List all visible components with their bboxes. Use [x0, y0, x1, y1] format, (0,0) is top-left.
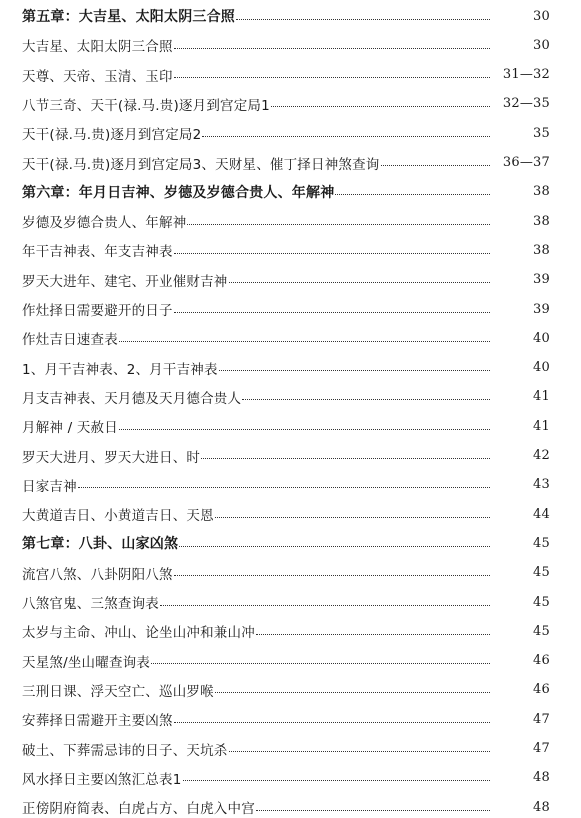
page-number: 38 — [533, 242, 550, 258]
toc-entry — [22, 474, 550, 496]
toc-entry — [22, 152, 550, 174]
dot-leader — [202, 136, 490, 137]
toc-entry — [22, 181, 550, 203]
dot-leader — [256, 634, 490, 635]
dot-leader — [242, 399, 490, 400]
dot-leader — [174, 312, 490, 313]
toc-entry — [22, 5, 550, 27]
toc-entry — [22, 562, 550, 584]
toc-entry — [22, 298, 550, 320]
dot-leader — [229, 751, 491, 752]
entry-title: 太岁与主命、冲山、论坐山冲和兼山冲 — [22, 625, 255, 642]
toc-entry — [22, 415, 550, 437]
page-number: 43 — [533, 477, 550, 493]
entry-title: 正傍阴府简表、白虎占方、白虎入中宫 — [22, 801, 255, 818]
entry-title: 破土、下葬需忌讳的日子、天坑杀 — [22, 742, 228, 759]
dot-leader — [174, 48, 490, 49]
entry-title: 年干吉神表、年支吉神表 — [22, 244, 173, 261]
page-number: 41 — [533, 418, 550, 434]
toc-entry — [22, 650, 550, 672]
page-number: 45 — [533, 594, 550, 610]
toc-entry — [22, 591, 550, 613]
dot-leader — [160, 605, 490, 606]
entry-title: 安葬择日需避开主要凶煞 — [22, 713, 173, 730]
dot-leader — [151, 663, 490, 664]
dot-leader — [215, 517, 490, 518]
page-number: 45 — [533, 623, 550, 639]
entry-title: 岁德及岁德合贵人、年解神 — [22, 215, 187, 232]
toc-entry — [22, 620, 550, 642]
dot-leader — [119, 341, 490, 342]
dot-leader — [201, 458, 490, 459]
page-number: 46 — [533, 653, 550, 669]
page-number: 44 — [533, 506, 550, 522]
entry-title: 罗天大进年、建宅、开业催财吉神 — [22, 273, 228, 290]
page-number: 32—35 — [502, 96, 550, 112]
toc-entry — [22, 122, 550, 144]
toc-entry — [22, 738, 550, 760]
entry-title: 流宫八煞、八卦阴阳八煞 — [22, 566, 173, 583]
toc-entry — [22, 93, 550, 115]
page-number: 47 — [533, 741, 550, 756]
toc-entry — [22, 532, 550, 554]
page-number: 36—37 — [502, 155, 550, 170]
entry-title: 大吉星、太阳太阴三合照 — [22, 39, 173, 56]
dot-leader — [183, 780, 491, 781]
dot-leader — [174, 253, 490, 254]
entry-title: 八煞官鬼、三煞查询表 — [22, 596, 159, 612]
page-number: 35 — [533, 125, 550, 141]
dot-leader — [119, 429, 490, 430]
toc-entry — [22, 445, 550, 467]
page-number: 45 — [533, 565, 550, 581]
entry-title: 罗天大进月、罗天大进日、时 — [22, 449, 201, 466]
entry-title: 作灶吉日速查表 — [22, 332, 118, 349]
dot-leader — [215, 692, 490, 693]
toc-entry — [22, 708, 550, 730]
entry-title: 天尊、天帝、玉清、玉印 — [22, 68, 173, 85]
toc-entry — [22, 327, 550, 349]
toc-entry — [22, 767, 550, 789]
page-number: 45 — [533, 535, 550, 551]
entry-title: 三刑日课、浮天空亡、巡山罗喉 — [22, 683, 214, 700]
page-number: 48 — [533, 799, 550, 815]
toc-entry — [22, 503, 550, 525]
toc-entry — [22, 679, 550, 701]
entry-title: 天干(禄.马.贵)逐月到宫定局3、天财星、催丁择日神煞查询 — [22, 156, 380, 173]
entry-title: 月支吉神表、天月德及天月德合贵人 — [22, 390, 242, 407]
toc-entry — [22, 357, 550, 379]
toc-entry — [22, 239, 550, 261]
dot-leader — [229, 282, 491, 283]
page-number: 30 — [533, 8, 550, 24]
entry-title: 日家吉神 — [22, 478, 77, 495]
entry-title: 风水择日主要凶煞汇总表1 — [22, 771, 182, 788]
page-number: 48 — [533, 770, 550, 786]
entry-title: 作灶择日需要避开的日子 — [22, 303, 173, 319]
page-number: 31—32 — [502, 67, 550, 83]
page-number: 39 — [533, 272, 550, 288]
entry-title: 1、月干吉神表、2、月干吉神表 — [22, 361, 218, 378]
toc-entry — [22, 210, 550, 232]
dot-leader — [256, 810, 490, 811]
page-number: 30 — [533, 37, 550, 53]
dot-leader — [335, 194, 490, 195]
toc-entry — [22, 386, 550, 408]
toc-entry — [22, 796, 550, 818]
entry-title: 八节三奇、天干(禄.马.贵)逐月到宫定局1 — [22, 97, 270, 114]
page-number: 47 — [533, 711, 550, 727]
dot-leader — [236, 19, 490, 20]
page-number: 39 — [533, 301, 550, 317]
entry-title: 第六章：年月日吉神、岁德及岁德合贵人、年解神 — [22, 184, 335, 201]
dot-leader — [174, 575, 490, 576]
page-number: 38 — [533, 213, 550, 229]
entry-title: 大黄道吉日、小黄道吉日、天恩 — [22, 508, 214, 525]
entry-title: 第七章：八卦、山家凶煞 — [22, 536, 179, 553]
entry-title: 第五章：大吉星、太阳太阴三合照 — [22, 9, 235, 25]
toc-entry — [22, 34, 550, 56]
page-number: 40 — [533, 360, 550, 376]
dot-leader — [219, 370, 490, 371]
page-number: 46 — [533, 682, 550, 698]
page-number: 41 — [533, 389, 550, 405]
page-number: 42 — [533, 448, 550, 463]
entry-title: 天星煞/坐山曜查询表 — [22, 654, 151, 671]
dot-leader — [271, 106, 490, 107]
page-number: 38 — [533, 184, 550, 200]
entry-title: 天干(禄.马.贵)逐月到宫定局2 — [22, 127, 202, 144]
toc-entry — [22, 64, 550, 86]
dot-leader — [187, 224, 490, 225]
toc-entry — [22, 269, 550, 291]
dot-leader — [78, 487, 490, 488]
dot-leader — [174, 77, 490, 78]
dot-leader — [381, 165, 490, 166]
page-number: 40 — [533, 330, 550, 346]
dot-leader — [179, 546, 490, 547]
entry-title: 月解神 / 天赦日 — [22, 420, 118, 437]
dot-leader — [174, 722, 490, 723]
